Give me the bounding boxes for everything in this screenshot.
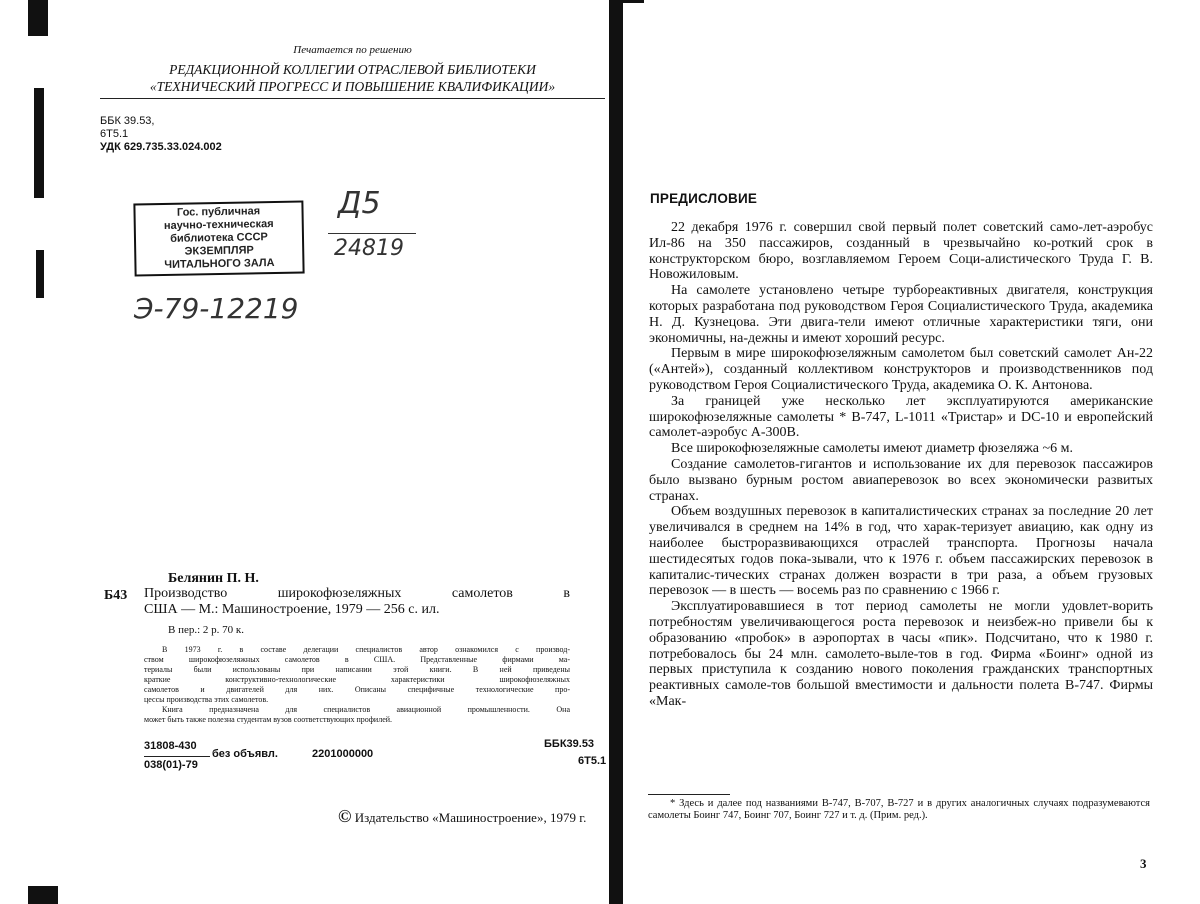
annotation-line: самолетов и двигателей для них. Описаны специфичные технологические про- [144, 685, 570, 694]
annotation-line: Книга предназначена для специалистов авиационной промышленности. Она [162, 705, 570, 714]
code-top: 31808-430 [144, 740, 197, 752]
book-title-line-1: Производство широкофюзеляжных самолетов в [144, 586, 570, 601]
book-author: Белянин П. Н. [168, 571, 259, 586]
class-code: 6Т5.1 [100, 128, 129, 140]
bbk-right: ББК39.53 [544, 738, 595, 750]
preface-paragraph: Создание самолетов-гигантов и использование их для перевозок пассажиров было вызвано бурным ростом авиаперевозок во всех экономически развитых странах. [649, 456, 1153, 504]
scan-edge-top-left [28, 0, 48, 36]
annotation-line: ством широкофюзеляжных самолетов в США. Представленные фирмами ма- [144, 655, 570, 664]
copyright-text: Издательство «Машиностроение», 1979 г. [354, 810, 587, 825]
bbk-code: ББК 39.53, [100, 115, 155, 127]
handwritten-fraction-line [328, 233, 416, 234]
preface-body [649, 220, 1153, 710]
header-line-1: РЕДАКЦИОННОЙ КОЛЛЕГИИ ОТРАСЛЕВОЙ БИБЛИОТЕКИ [169, 62, 536, 77]
book-title-line-2: США — М.: Машиностроение, 1979 — 256 с. ил. [144, 602, 440, 617]
annotation-line: краткие конструктивно-технологические характеристики широкофюзеляжных [144, 675, 570, 684]
catalog-number: 2201000000 [312, 748, 374, 760]
book-price: В пер.: 2 р. 70 к. [168, 624, 245, 636]
preface-paragraph: 22 декабря 1976 г. совершил свой первый полет советский само-лет-аэробус Ил-86 на 350 пассажиров, созданный в чрезвычайно ко-роткий срок в конструкторском бюро, возглавляемом Героем Соци-алистического Труда Г. В. Новожиловым. [649, 220, 1153, 283]
scan-edge-left-bar-2 [36, 250, 44, 298]
preface-paragraph: Объем воздушных перевозок в капиталистических странах за последние 20 лет увеличивался в среднем на 14% в год, что харак-теризует авиацию, как одну из наиболее быстроразвивающихся отраслей транспорта. Прогнозы начала шестидесятых годов пока-зывали, что к 1976 г. объем пассажирских перевозок в капиталис-тических странах должен возрасти в три раза, а объем грузовых перевозок — в шесть — восемь раз по сравнению с 1966 г. [649, 504, 1153, 599]
scan-edge-bottom-left [28, 886, 58, 904]
preface-heading: ПРЕДИСЛОВИЕ [650, 191, 758, 206]
footnote [648, 798, 1150, 822]
no-advertisement: без объявл. [212, 748, 278, 760]
code-bottom: 038(01)-79 [144, 759, 198, 771]
footnote-rule [648, 794, 730, 795]
stamp-line-1: Гос. публичная [176, 205, 261, 219]
preface-paragraph: Эксплуатировавшиеся в тот период самолеты не могли удовлет-ворить потребностям увеличивающегося роста перевозок и неизбеж-но привели бы к образованию «пробок» в аэропортах в часы «пик». Подсчитано, что к 1980 г. потребовалось бы 24 млн. самолето-выле-тов в год. Фирма «Боинг» одной из первых приступила к созданию нового поколения гражданских транспортных реактивных самоле-тов большой вместимости и дальности полета B-747. Фирмы «Мак- [649, 599, 1153, 709]
header-line-2: «ТЕХНИЧЕСКИЙ ПРОГРЕСС И ПОВЫШЕНИЕ КВАЛИФИКАЦИИ» [149, 79, 556, 94]
class-code-right: 6Т5.1 [578, 755, 607, 767]
handwritten-number: Э-79-12219 [134, 292, 299, 325]
book-annotation [144, 645, 570, 725]
annotation-line: цессы производства этих самолетов. [144, 695, 269, 704]
book-index: Б43 [104, 588, 128, 603]
handwritten-top: Д5 [338, 186, 381, 221]
stamp-line-5: ЧИТАЛЬНОГО ЗАЛА [164, 257, 275, 271]
annotation-line: териалы были использованы при написании этой книги. В ней приведены [144, 665, 570, 674]
stamp-line-2: научно-техническая [163, 218, 274, 232]
udk-code: УДК 629.735.33.024.002 [100, 141, 222, 153]
stamp-line-3: библиотека СССР [170, 231, 268, 245]
page-gutter [609, 0, 623, 904]
preface-paragraph: Все широкофюзеляжные самолеты имеют диаметр фюзеляжа ~6 м. [671, 441, 1073, 457]
annotation-line: В 1973 г. в составе делегации специалистов автор ознакомился с производ- [162, 645, 570, 654]
preface-paragraph: Первым в мире широкофюзеляжным самолетом был советский самолет Ан-22 («Антей»), созданный коллективом конструкторов и производственников под руководством Героя Социалистического Труда, академика О. К. Антонова. [649, 346, 1153, 393]
header-rule [100, 98, 605, 99]
copyright-line [338, 806, 586, 827]
code-fraction-line [144, 756, 210, 757]
handwritten-bottom: 24819 [334, 236, 404, 261]
preface-paragraph: На самолете установлено четыре турбореактивных двигателя, конструкция которых разработана под руководством Героя Социалистического Труда, академика Н. Д. Кузнецова. Эти двига-тели имеют отличные характеристики тяги, они экономичны, на-дежны и имеют хороший ресурс. [649, 283, 1153, 346]
scan-edge-left-bar [34, 88, 44, 198]
stamp-line-4: ЭКЗЕМПЛЯР [184, 244, 254, 258]
preface-paragraph: За границей уже несколько лет эксплуатируются американские широкофюзеляжные самолеты * B-747, L-1011 «Тристар» и DC-10 и европейский самолет-аэробус А-300В. [649, 393, 1153, 441]
gutter-notch [616, 0, 644, 3]
page-number: 3 [1140, 856, 1147, 871]
copyright-symbol: © [338, 806, 352, 826]
library-stamp [133, 201, 304, 277]
printed-by-note: Печатается по решению [293, 44, 412, 56]
footnote-text: * Здесь и далее под названиями B-747, B-707, B-727 и в других аналогичных случаях подразумеваются самолеты Боинг 747, Боинг 707, Боинг 727 и т. д. (Прим. ред.). [648, 798, 1150, 821]
annotation-line: может быть также полезна студентам вузов соответствующих профилей. [144, 715, 393, 724]
